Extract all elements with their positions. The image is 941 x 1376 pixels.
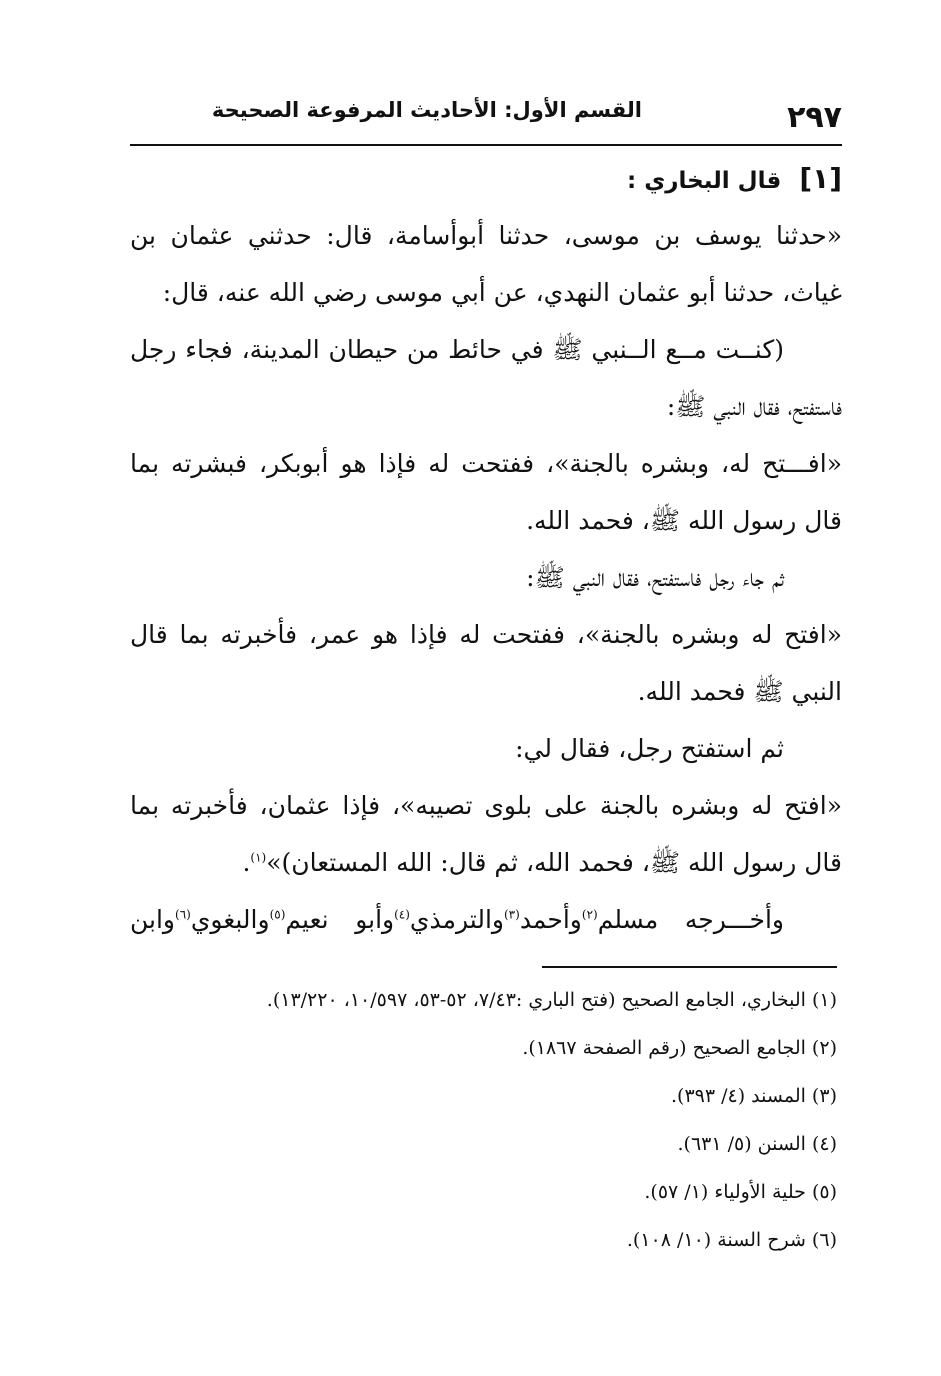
section-title: قال البخاري : xyxy=(627,168,782,194)
footnote-ref: (٤) xyxy=(394,907,410,922)
source-name: وابن xyxy=(130,905,176,934)
footnote: (١) البخاري، الجامع الصحيح (فتح الباري :٧/٤٣، ٥٢-٥٣، ١٠/٥٩٧، ١٣/٢٢٠). xyxy=(266,989,837,1011)
header-rule xyxy=(130,144,842,146)
end-mark: . xyxy=(242,848,251,877)
text-line: «حدثنا يوسف بن موسى، حدثنا أبوأسامة، قال: حدثني عثمان بن xyxy=(130,221,842,250)
main-text xyxy=(130,150,842,948)
footnote: (٢) الجامع الصحيح (رقم الصفحة ١٨٦٧). xyxy=(522,1037,837,1059)
text-line xyxy=(130,891,842,948)
source-name: وأحمد xyxy=(519,905,582,934)
text-line: «افـــتح له، وبشره بالجنة»، ففتحت له فإذا هو أبوبكر، فبشرته بما xyxy=(130,449,842,478)
footnote-ref: (٦) xyxy=(175,907,191,922)
source-name: وأبو نعيم xyxy=(285,905,395,934)
footnote-ref: (٣) xyxy=(503,907,520,922)
footnote: (٤) السنن (٥/ ٦٣١). xyxy=(677,1133,837,1155)
text-line-content: قال رسول الله ﷺ، فحمد الله، ثم قال: الله المستعان)» xyxy=(266,848,842,877)
footnote: (٥) حلية الأولياء (١/ ٥٧). xyxy=(644,1181,837,1203)
footnote: (٣) المسند (٤/ ٣٩٣). xyxy=(670,1085,837,1107)
text-line xyxy=(130,834,842,891)
footnote-rule xyxy=(542,966,837,968)
footnotes xyxy=(130,976,837,1264)
footnote-ref: (٥) xyxy=(269,907,286,922)
section-number: [١] xyxy=(799,162,842,195)
text-line: قال رسول الله ﷺ، فحمد الله. xyxy=(526,506,842,535)
text-line: ثم استفتح رجل، فقال لي: xyxy=(515,734,784,763)
footnote: (٦) شرح السنة (١٠/ ١٠٨). xyxy=(626,1229,837,1251)
footnote-ref: (١) xyxy=(250,850,267,865)
text-line: غياث، حدثنا أبو عثمان النهدي، عن أبي موسى رضي الله عنه، قال: xyxy=(162,278,842,307)
page-header xyxy=(130,92,842,138)
text-line: ثم جاء رجل فاستفتح، فقال النبي ﷺ: xyxy=(526,563,784,592)
text-line: «افتح له وبشره بالجنة على بلوى تصيبه»، فإذا عثمان، فأخبرته بما xyxy=(130,791,842,820)
footnote-ref: (٢) xyxy=(581,907,598,922)
running-title: القسم الأول: الأحاديث المرفوعة الصحيحة xyxy=(211,98,642,122)
page-number: ٢٩٧ xyxy=(787,100,842,135)
source-name: والبغوي xyxy=(190,905,270,934)
source-name: والترمذي xyxy=(409,905,504,934)
text-line: (كنــت مــع الــنبي ﷺ في حائط من حيطان المدينة، فجاء رجل xyxy=(130,335,784,364)
text-line: النبي ﷺ فحمد الله. xyxy=(637,677,842,706)
text-line-content: وأخـــرجه مسلم xyxy=(597,905,784,934)
text-line: «افتح له وبشره بالجنة»، ففتحت له فإذا هو عمر، فأخبرته بما قال xyxy=(130,620,842,649)
section-heading xyxy=(130,150,842,207)
text-line: فاستفتح، فقال النبي ﷺ: xyxy=(666,392,842,421)
